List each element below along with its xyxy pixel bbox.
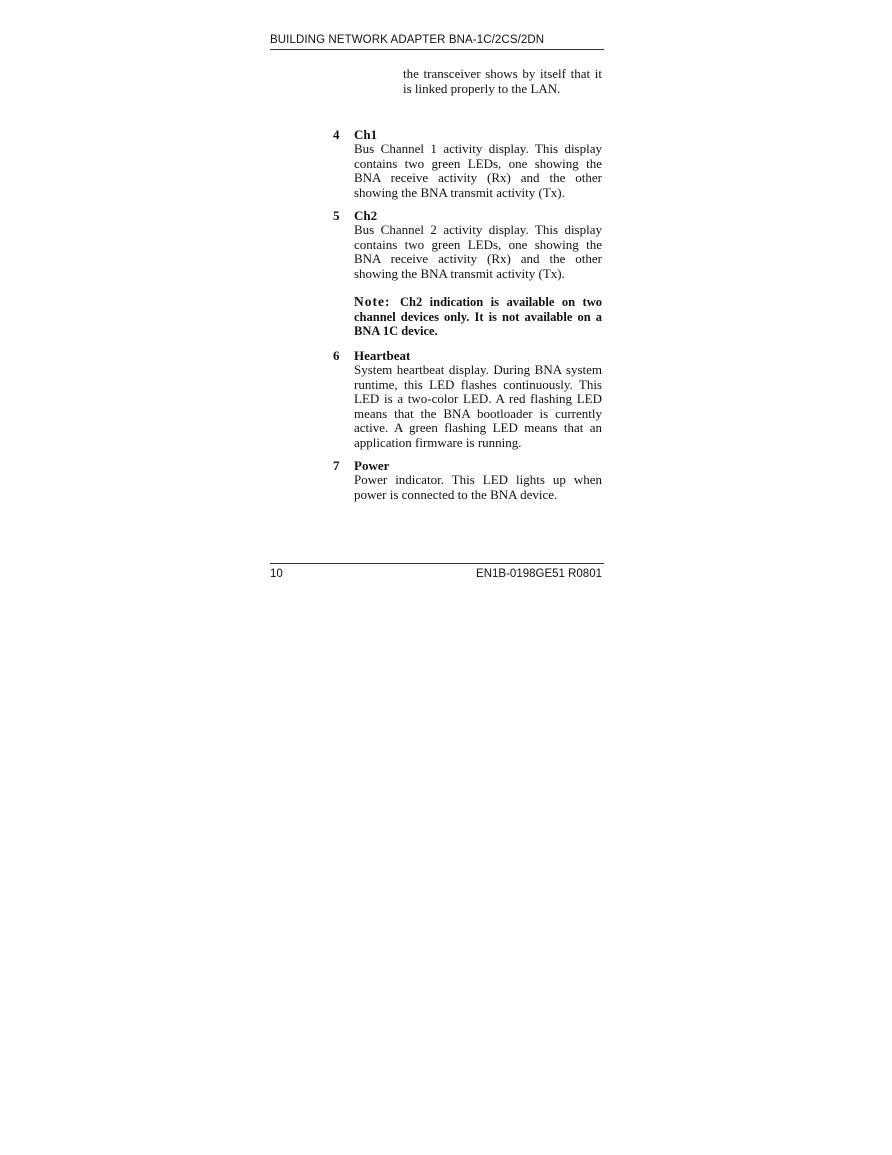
item-description: Bus Channel 2 activity display. This display contains two green LEDs, one showing the BNA receive activity (Rx) and the other showing the BNA transmit activity (Tx). — [354, 222, 602, 281]
item-heading: Power — [354, 458, 390, 473]
item-body — [354, 208, 602, 339]
continued-paragraph: the transceiver shows by itself that it is linked properly to the LAN. — [403, 66, 602, 96]
item-body — [354, 348, 602, 451]
item-body — [354, 458, 602, 502]
running-header — [270, 33, 604, 50]
item-number: 5 — [333, 208, 340, 223]
item-body — [354, 127, 602, 200]
running-footer — [270, 563, 604, 581]
document-id: EN1B-0198GE51 R0801 — [476, 568, 602, 580]
item-heading: Heartbeat — [354, 348, 411, 363]
item-description: Bus Channel 1 activity display. This display contains two green LEDs, one showing the BNA receive activity (Rx) and the other showing the BNA transmit activity (Tx). — [354, 141, 602, 200]
note-text: Ch2 indication is available on two channel devices only. It is not available on a BNA 1C device. — [354, 295, 602, 339]
item-number: 6 — [333, 348, 340, 363]
item-description: System heartbeat display. During BNA system runtime, this LED flashes continuously. This LED is a two-color LED. A red flashing LED means that the BNA bootloader is currently active. A green flashing LED means that an application firmware is running. — [354, 362, 602, 450]
header-title: BUILDING NETWORK ADAPTER BNA-1C/2CS/2DN — [270, 34, 545, 46]
note-label: Note: — [354, 294, 391, 310]
item-heading: Ch1 — [354, 127, 378, 142]
note — [354, 295, 602, 339]
item-number: 4 — [333, 127, 340, 142]
item-number: 7 — [333, 458, 340, 473]
item-heading: Ch2 — [354, 208, 378, 223]
item-description: Power indicator. This LED lights up when power is connected to the BNA device. — [354, 472, 602, 502]
page-number: 10 — [270, 568, 283, 580]
